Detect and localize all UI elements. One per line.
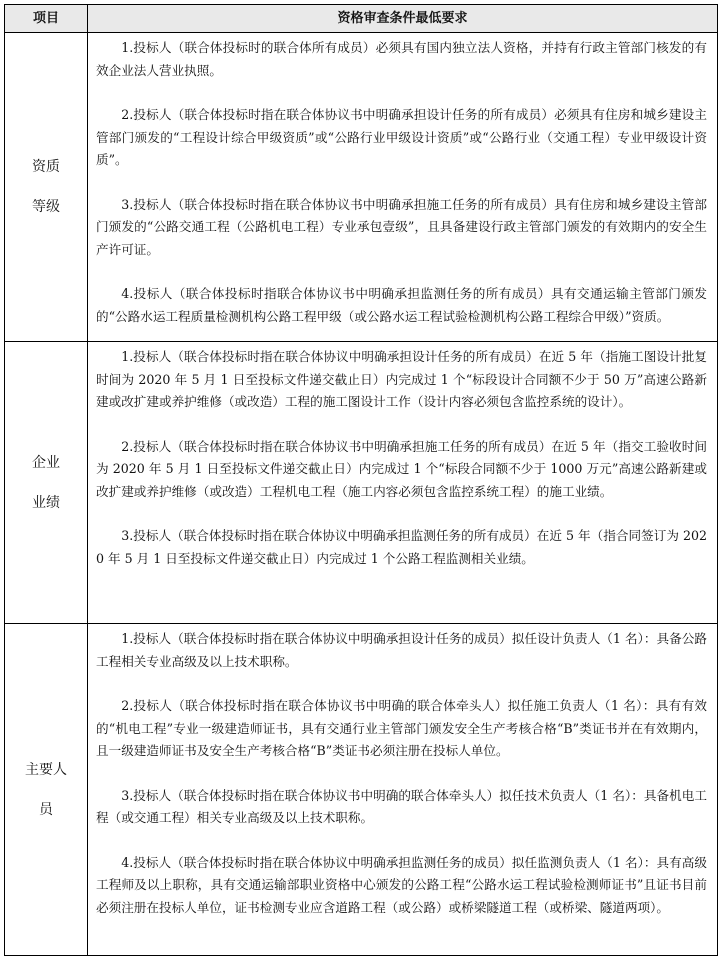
requirement-item: 4.投标人（联合体投标时指联合体协议书中明确承担监测任务的所有成员）具有交通运输主管部门颁发的“公路水运工程质量检测机构公路工程甲级（或公路水运工程试验检测机构公路工程综合甲级）”资质。 bbox=[96, 286, 707, 324]
requirement-item: 1.投标人（联合体投标时指在联合体协议中明确承担设计任务的成员）拟任设计负责人（1 名）：具备公路工程相关专业高级及以上技术职称。 bbox=[96, 631, 707, 669]
requirement-item: 3.投标人（联合体投标时指在联合体协议中明确承担监测任务的所有成员）在近 5 年（指合同签订为 2020 年 5 月 1 日至投标文件递交截止日）内完成过 1 个公路工程监测相关业绩。 bbox=[96, 528, 707, 566]
requirement-item: 3.投标人（联合体投标时指在联合体协议书中明确承担施工任务的所有成员）具有住房和城乡建设主管部门颁发的“公路交通工程（公路机电工程）专业承包壹级”，且具备建设行政主管部门颁发的有效期内的安全生产许可证。 bbox=[96, 196, 707, 257]
requirement-item: 4.投标人（联合体投标时指在联合体协议中明确承担监测任务的成员）拟任监测负责人（1 名）：具有高级工程师及以上职称，具有交通运输部职业资格中心颁发的公路工程“公路水运工程试验检测师证书”且证书目前必须注册在投标人单位，证书检测专业应含道路工程（或公路）或桥梁隧道工程（或桥梁、隧道两项）。 bbox=[96, 854, 707, 915]
table-header bbox=[5, 5, 717, 33]
table-row-key-personnel bbox=[5, 623, 717, 955]
category-cell bbox=[5, 33, 88, 341]
requirement-item: 2.投标人（联合体投标时指在联合体协议书中明确的联合体牵头人）拟任施工负责人（1 名）：具有有效的“机电工程”专业一级建造师证书，具有交通行业主管部门颁发安全生产考核合格“B”类证书并在有效期内，且一级建造师证书及安全生产考核合格“B”类证书必须注册在投标人单位。 bbox=[96, 698, 707, 758]
requirements-cell bbox=[88, 33, 717, 341]
category-label-line: 等级 bbox=[32, 199, 60, 215]
category-label-line: 资质 bbox=[32, 159, 60, 175]
header-requirements-column: 资格审查条件最低要求 bbox=[337, 11, 468, 26]
category-cell bbox=[5, 342, 88, 623]
requirement-item: 2.投标人（联合体投标时指在联合体协议书中明确承担设计任务的所有成员）必须具有住房和城乡建设主管部门颁发的“工程设计综合甲级资质”或“公路行业甲级设计资质”或“公路行业（交通工程）专业甲级设计资质”。 bbox=[96, 107, 707, 167]
category-label-line: 主要人 bbox=[25, 761, 67, 778]
requirement-item: 1.投标人（联合体投标时指在联合体协议中明确承担设计任务的所有成员）在近 5 年（指施工图设计批复时间为 2020 年 5 月 1 日至投标文件递交截止日）内完成过 1 个“标段设计合同额不少于 50 万”高速公路新建或改扩建或养护维修（或改造）工程的施工图设计工作（设计内容必须包含监控系统的设计）。 bbox=[96, 349, 707, 409]
table-row-qualification-level bbox=[5, 33, 717, 341]
requirement-item: 2.投标人（联合体投标时指在联合体协议书中明确承担施工任务的所有成员）在近 5 年（指交工验收时间为 2020 年 5 月 1 日至投标文件递交截止日）内完成过 1 个“标段合同额不少于 1000 万元”高速公路新建或改扩建或养护维修（或改造）工程机电工程（施工内容必须包含监控系统工程）的施工业绩。 bbox=[96, 438, 707, 499]
requirements-cell bbox=[88, 342, 717, 623]
category-label-line: 业绩 bbox=[32, 494, 60, 511]
requirement-item: 3.投标人（联合体投标时指在联合体协议书中明确的联合体牵头人）拟任技术负责人（1 名）：具备机电工程（或交通工程）相关专业高级及以上技术职称。 bbox=[96, 787, 707, 825]
requirements-cell bbox=[88, 624, 717, 955]
category-cell bbox=[5, 624, 88, 955]
table-row-company-performance bbox=[5, 341, 717, 623]
header-item-column: 项目 bbox=[5, 5, 88, 32]
qualification-table bbox=[4, 4, 718, 956]
requirement-item: 1.投标人（联合体投标时的联合体所有成员）必须具有国内独立法人资格，并持有行政主管部门核发的有效企业法人营业执照。 bbox=[96, 40, 707, 78]
category-label-line: 员 bbox=[39, 801, 53, 818]
category-label-line: 企业 bbox=[32, 454, 60, 471]
